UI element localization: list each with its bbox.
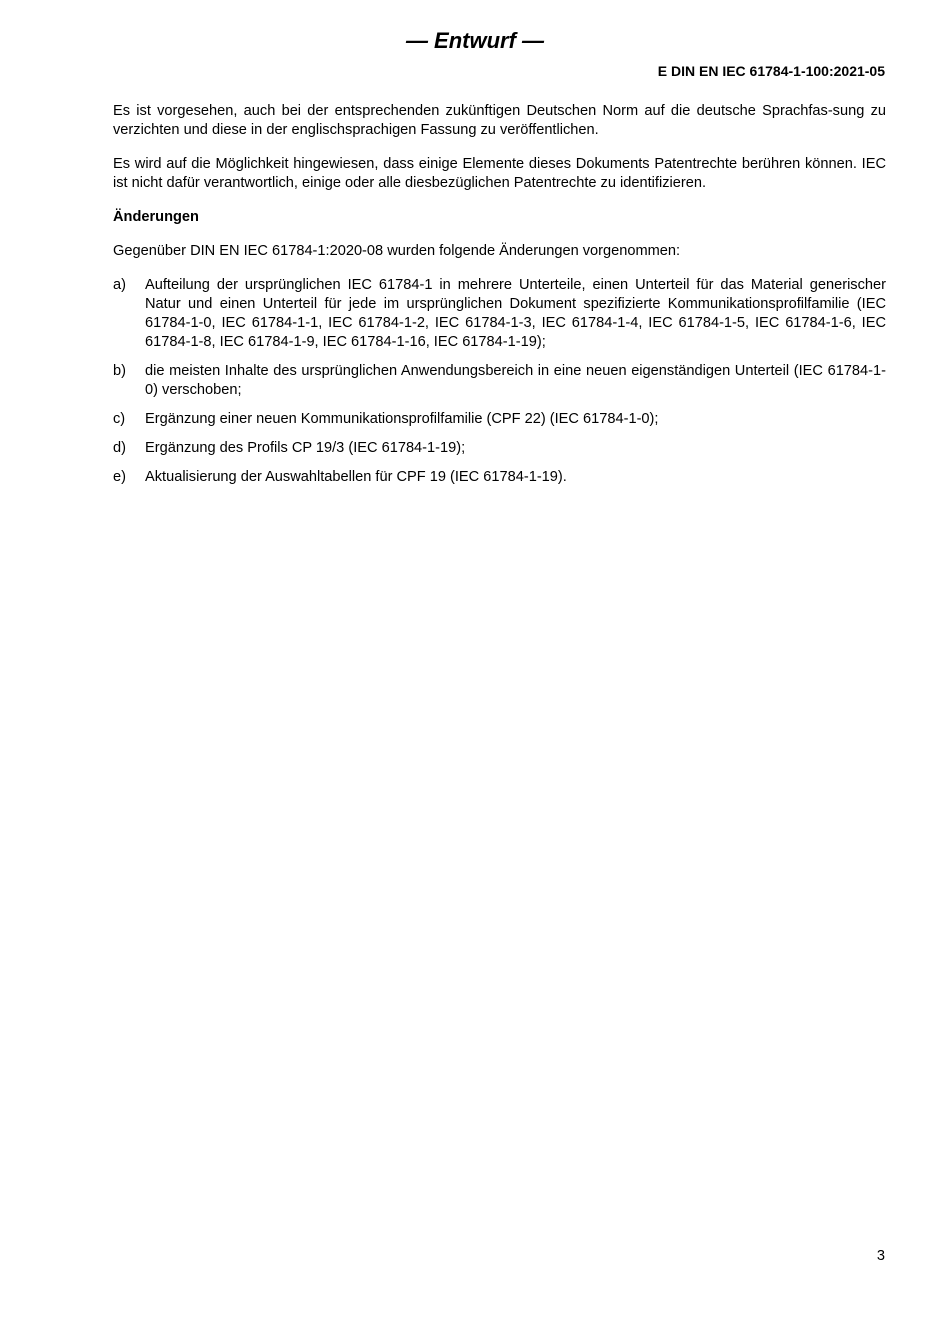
list-item	[113, 362, 886, 400]
list-item-marker: d)	[113, 440, 126, 456]
list-item-text: Aufteilung der ursprünglichen IEC 61784-1 in mehrere Unterteile, einen Unterteil für das Material generischer Natur und einen Unterteil für jede im ursprünglichen Dokument spezifizierte Kommunikationsprofilfamilie (IEC 61784-1-0, IEC 61784-1-1, IEC 61784-1-2, IEC 61784-1-3, IEC 61784-1-4, IEC 61784-1-5, IEC 61784-1-6, IEC 61784-1-8, IEC 61784-1-9, IEC 61784-1-16, IEC 61784-1-19);	[145, 277, 886, 350]
changes-list	[113, 276, 886, 487]
list-item-text: Ergänzung des Profils CP 19/3 (IEC 61784-1-19);	[145, 440, 466, 456]
list-item-marker: c)	[113, 411, 126, 427]
list-item-marker: b)	[113, 363, 126, 379]
paragraph-language-notice: Es ist vorgesehen, auch bei der entsprechenden zukünftigen Deutschen Norm auf die deutsche Sprachfas-sung zu verzichten und diese in der englischsprachigen Fassung zu veröffentlichen.	[113, 103, 886, 138]
list-item	[113, 439, 886, 458]
list-item	[113, 410, 886, 429]
list-item	[113, 468, 886, 487]
list-item-text: Aktualisierung der Auswahltabellen für CPF 19 (IEC 61784-1-19).	[145, 469, 567, 485]
list-item	[113, 276, 886, 352]
paragraph-patent-notice: Es wird auf die Möglichkeit hingewiesen, dass einige Elemente dieses Dokuments Patentrechte berühren können. IEC ist nicht dafür verantwortlich, einige oder alle diesbezüglichen Patentrechte zu identifizieren.	[113, 156, 886, 191]
list-item-marker: a)	[113, 277, 126, 293]
changes-intro: Gegenüber DIN EN IEC 61784-1:2020-08 wurden folgende Änderungen vorgenommen:	[113, 243, 681, 259]
list-item-marker: e)	[113, 469, 126, 485]
list-item-text: Ergänzung einer neuen Kommunikationsprofilfamilie (CPF 22) (IEC 61784-1-0);	[145, 411, 659, 427]
draft-title: — Entwurf —	[405, 28, 545, 53]
document-identifier: E DIN EN IEC 61784-1-100:2021-05	[657, 63, 885, 79]
document-body	[113, 102, 886, 497]
list-item-text: die meisten Inhalte des ursprünglichen Anwendungsbereich in eine neuen eigenständigen Unterteil (IEC 61784-1-0) verschoben;	[145, 363, 886, 398]
page-number: 3	[876, 1248, 885, 1264]
section-heading-changes: Änderungen	[113, 209, 199, 225]
